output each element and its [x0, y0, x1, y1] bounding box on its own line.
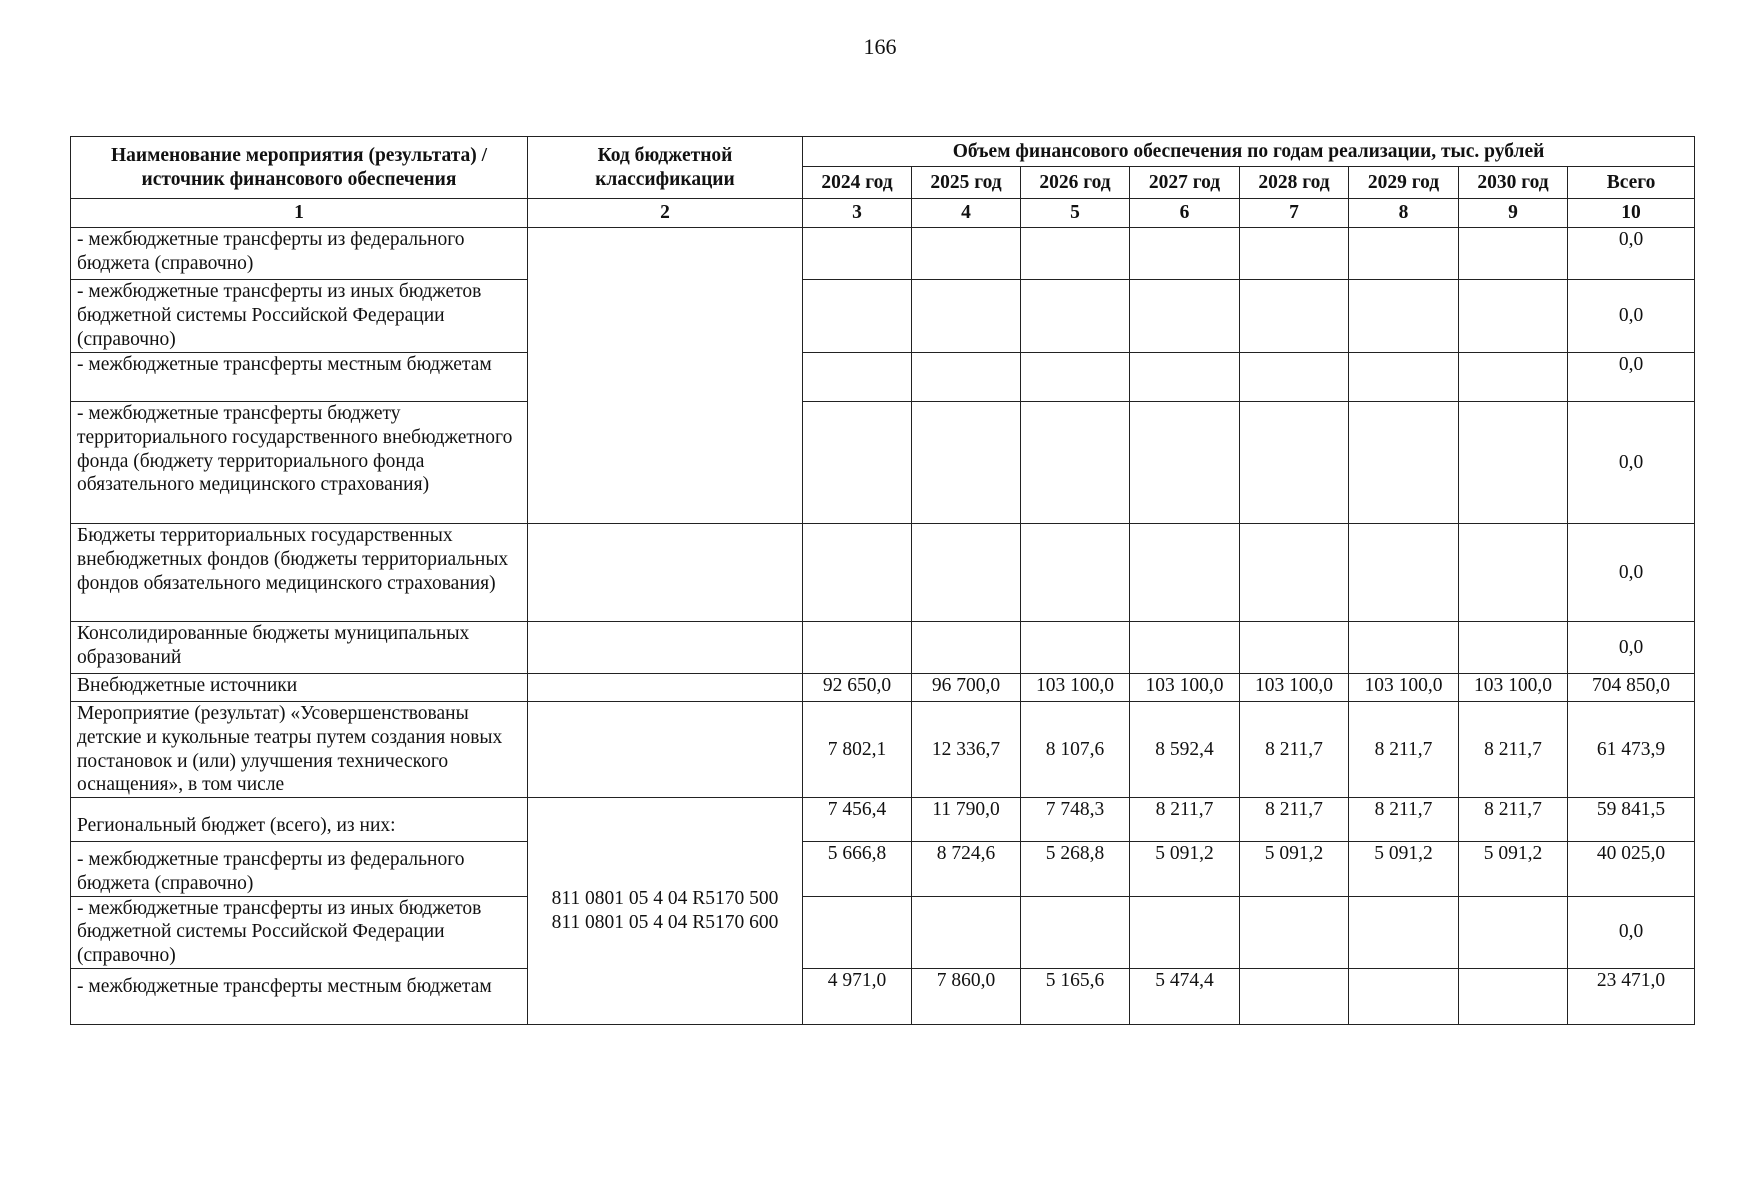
value-cell: 103 100,0	[1459, 674, 1568, 702]
value-cell	[1349, 969, 1459, 1025]
column-number: 5	[1021, 199, 1130, 228]
row-name: - межбюджетные трансферты бюджету территориального государственного внебюджетного фонда (бюджету территориального фонда обязательного медицинского страхования)	[71, 402, 528, 524]
value-cell	[803, 353, 912, 402]
value-cell	[1459, 402, 1568, 524]
header-year: 2029 год	[1349, 167, 1459, 199]
budget-code-cell	[528, 622, 803, 674]
value-cell: 103 100,0	[1130, 674, 1240, 702]
row-name: Региональный бюджет (всего), из них:	[71, 798, 528, 842]
column-number: 7	[1240, 199, 1349, 228]
header-year: 2024 год	[803, 167, 912, 199]
header-year: 2027 год	[1130, 167, 1240, 199]
value-cell	[1349, 228, 1459, 280]
header-year: 2028 год	[1240, 167, 1349, 199]
value-cell	[1240, 622, 1349, 674]
header-name: Наименование мероприятия (результата) / источник финансового обеспечения	[71, 137, 528, 199]
value-cell	[803, 896, 912, 968]
row-name: - межбюджетные трансферты из иных бюджетов бюджетной системы Российской Федерации (справочно)	[71, 896, 528, 968]
value-cell: 7 860,0	[912, 969, 1021, 1025]
header-funding: Объем финансового обеспечения по годам реализации, тыс. рублей	[803, 137, 1695, 167]
value-cell	[1459, 524, 1568, 622]
value-cell	[912, 402, 1021, 524]
column-number: 2	[528, 199, 803, 228]
value-cell	[1349, 402, 1459, 524]
table-row	[71, 280, 1695, 353]
page-number: 166	[863, 34, 897, 59]
value-cell	[1349, 896, 1459, 968]
value-cell	[803, 524, 912, 622]
column-number: 8	[1349, 199, 1459, 228]
value-cell: 8 592,4	[1130, 702, 1240, 798]
value-cell	[912, 353, 1021, 402]
value-cell	[1459, 622, 1568, 674]
value-cell	[1130, 228, 1240, 280]
value-cell	[1021, 353, 1130, 402]
total-cell: 704 850,0	[1568, 674, 1695, 702]
value-cell	[1240, 402, 1349, 524]
row-name: Бюджеты территориальных государственных внебюджетных фондов (бюджеты территориальных фондов обязательного медицинского страхования)	[71, 524, 528, 622]
value-cell: 5 091,2	[1349, 842, 1459, 897]
budget-code-cell	[528, 702, 803, 798]
value-cell	[1240, 896, 1349, 968]
value-cell: 103 100,0	[1240, 674, 1349, 702]
value-cell: 8 211,7	[1349, 798, 1459, 842]
row-name: - межбюджетные трансферты из федерального бюджета (справочно)	[71, 228, 528, 280]
row-name: Мероприятие (результат) «Усовершенствованы детские и кукольные театры путем создания новых постановок и (или) улучшения технического оснащения», в том числе	[71, 702, 528, 798]
table-row	[71, 896, 1695, 968]
budget-code-cell: 811 0801 05 4 04 R5170 500 811 0801 05 4 04 R5170 600	[528, 798, 803, 1025]
value-cell	[1459, 280, 1568, 353]
value-cell	[1349, 524, 1459, 622]
budget-code-cell	[528, 524, 803, 622]
table-row	[71, 702, 1695, 798]
row-name: - межбюджетные трансферты из федерального бюджета (справочно)	[71, 842, 528, 897]
row-name: Консолидированные бюджеты муниципальных образований	[71, 622, 528, 674]
value-cell	[803, 228, 912, 280]
table-row	[71, 353, 1695, 402]
value-cell	[1130, 622, 1240, 674]
value-cell: 8 211,7	[1349, 702, 1459, 798]
value-cell	[1021, 622, 1130, 674]
table-row	[71, 228, 1695, 280]
value-cell	[1130, 524, 1240, 622]
column-number: 6	[1130, 199, 1240, 228]
value-cell	[803, 280, 912, 353]
value-cell	[912, 280, 1021, 353]
total-cell: 0,0	[1568, 402, 1695, 524]
value-cell: 5 666,8	[803, 842, 912, 897]
value-cell: 7 802,1	[803, 702, 912, 798]
value-cell: 8 211,7	[1459, 702, 1568, 798]
column-number: 3	[803, 199, 912, 228]
value-cell: 103 100,0	[1021, 674, 1130, 702]
column-number: 10	[1568, 199, 1695, 228]
value-cell: 11 790,0	[912, 798, 1021, 842]
column-number: 9	[1459, 199, 1568, 228]
value-cell	[1130, 280, 1240, 353]
value-cell: 5 165,6	[1021, 969, 1130, 1025]
budget-code-cell	[528, 674, 803, 702]
total-cell: 0,0	[1568, 896, 1695, 968]
header-code: Код бюджетной классификации	[528, 137, 803, 199]
value-cell	[1349, 353, 1459, 402]
table-row	[71, 622, 1695, 674]
column-number: 1	[71, 199, 528, 228]
value-cell	[1459, 353, 1568, 402]
table-row	[71, 798, 1695, 842]
value-cell: 12 336,7	[912, 702, 1021, 798]
value-cell: 5 474,4	[1130, 969, 1240, 1025]
value-cell: 8 107,6	[1021, 702, 1130, 798]
value-cell: 7 748,3	[1021, 798, 1130, 842]
header-total: Всего	[1568, 167, 1695, 199]
value-cell	[1459, 228, 1568, 280]
row-name: - межбюджетные трансферты местным бюджетам	[71, 353, 528, 402]
value-cell	[803, 622, 912, 674]
value-cell: 8 724,6	[912, 842, 1021, 897]
value-cell: 8 211,7	[1130, 798, 1240, 842]
total-cell: 61 473,9	[1568, 702, 1695, 798]
value-cell	[1240, 353, 1349, 402]
header-year: 2025 год	[912, 167, 1021, 199]
total-cell: 0,0	[1568, 353, 1695, 402]
value-cell: 4 971,0	[803, 969, 912, 1025]
table-row	[71, 524, 1695, 622]
total-cell: 0,0	[1568, 524, 1695, 622]
table-row	[71, 842, 1695, 897]
value-cell	[1130, 402, 1240, 524]
row-name: - межбюджетные трансферты местным бюджетам	[71, 969, 528, 1025]
total-cell: 0,0	[1568, 280, 1695, 353]
value-cell	[1240, 524, 1349, 622]
value-cell	[1021, 402, 1130, 524]
value-cell	[912, 622, 1021, 674]
table-row	[71, 969, 1695, 1025]
value-cell: 8 211,7	[1459, 798, 1568, 842]
total-cell: 23 471,0	[1568, 969, 1695, 1025]
total-cell: 40 025,0	[1568, 842, 1695, 897]
value-cell	[1240, 280, 1349, 353]
value-cell	[912, 896, 1021, 968]
header-year: 2030 год	[1459, 167, 1568, 199]
value-cell	[1021, 524, 1130, 622]
value-cell: 92 650,0	[803, 674, 912, 702]
value-cell	[1459, 969, 1568, 1025]
value-cell	[803, 402, 912, 524]
value-cell	[1130, 896, 1240, 968]
row-name: Внебюджетные источники	[71, 674, 528, 702]
value-cell	[1349, 280, 1459, 353]
value-cell: 5 091,2	[1240, 842, 1349, 897]
value-cell: 8 211,7	[1240, 798, 1349, 842]
value-cell	[1021, 280, 1130, 353]
value-cell	[1021, 228, 1130, 280]
value-cell	[1240, 969, 1349, 1025]
value-cell: 7 456,4	[803, 798, 912, 842]
value-cell: 5 091,2	[1459, 842, 1568, 897]
value-cell	[1130, 353, 1240, 402]
header-year: 2026 год	[1021, 167, 1130, 199]
total-cell: 59 841,5	[1568, 798, 1695, 842]
value-cell	[1021, 896, 1130, 968]
total-cell: 0,0	[1568, 622, 1695, 674]
value-cell	[1349, 622, 1459, 674]
value-cell	[912, 524, 1021, 622]
budget-code-cell	[528, 228, 803, 524]
value-cell: 8 211,7	[1240, 702, 1349, 798]
total-cell: 0,0	[1568, 228, 1695, 280]
value-cell: 103 100,0	[1349, 674, 1459, 702]
value-cell	[1459, 896, 1568, 968]
value-cell	[912, 228, 1021, 280]
column-number: 4	[912, 199, 1021, 228]
row-name: - межбюджетные трансферты из иных бюджетов бюджетной системы Российской Федерации (справочно)	[71, 280, 528, 353]
value-cell: 5 268,8	[1021, 842, 1130, 897]
value-cell	[1240, 228, 1349, 280]
table-row	[71, 402, 1695, 524]
table-row	[71, 674, 1695, 702]
financing-table	[70, 136, 1695, 1025]
value-cell: 96 700,0	[912, 674, 1021, 702]
value-cell: 5 091,2	[1130, 842, 1240, 897]
